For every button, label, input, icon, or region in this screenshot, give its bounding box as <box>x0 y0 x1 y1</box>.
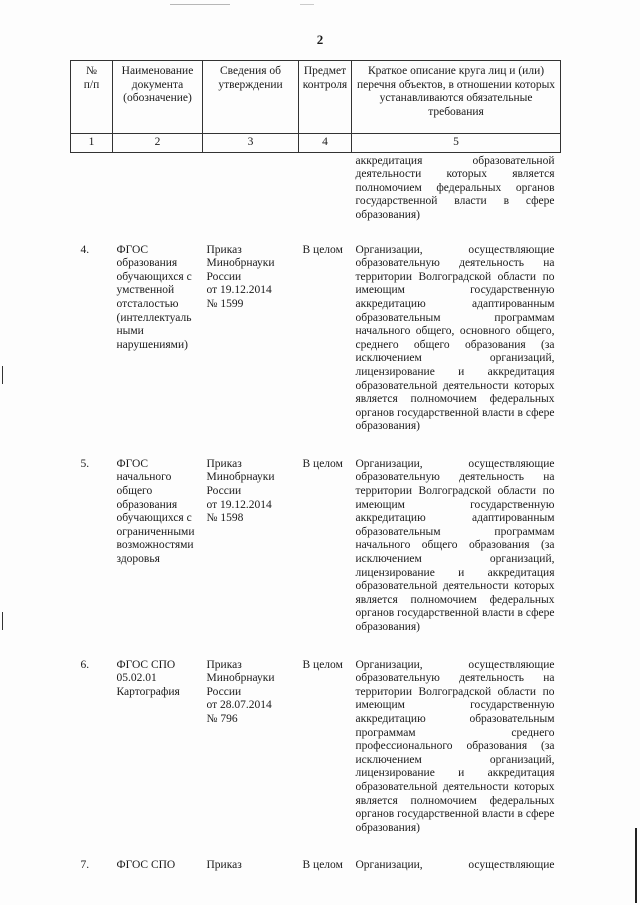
row-document-name: ФГОС СПО 05.02.01 Картография <box>116 658 180 698</box>
header-control-subject: Предмет контроля <box>299 61 352 134</box>
row-description: Организации, осуществляющие <box>355 859 555 872</box>
column-number: 4 <box>299 134 352 153</box>
row-control-subject: В целом <box>302 243 343 256</box>
row-control-subject: В целом <box>302 457 343 470</box>
scan-artifact-top-small <box>300 4 314 5</box>
row-number: 5. <box>80 457 90 470</box>
column-number: 3 <box>203 134 299 153</box>
column-number: 1 <box>71 134 113 153</box>
scan-artifact-right-edge <box>635 828 637 903</box>
scan-artifact-left-mark <box>2 612 3 630</box>
row-approval-info: Приказ Минобрнауки России от 19.12.2014 № 1598 <box>206 457 275 525</box>
column-number: 2 <box>113 134 203 153</box>
header-description: Краткое описание круга лиц и (или) перечня объектов, в отношении которых устанавливаются обязательные требования <box>352 61 561 134</box>
row-approval-info: Приказ Минобрнауки России от 19.12.2014 № 1599 <box>206 243 275 310</box>
row-number: 6. <box>80 658 90 671</box>
column-number: 5 <box>352 134 561 153</box>
header-approval-info: Сведения об утверждении <box>203 61 299 134</box>
scan-artifact-top <box>170 4 230 5</box>
table-row-continuation <box>71 152 561 243</box>
row-description: Организации, осуществляющие образовательную деятельность на территории Волгоградской области по имеющим государственную аккредитацию адаптированным образовательным программам начального общего, основного общего, среднего общего образования (за исключением организаций, лицензирование и аккредитация образовательной деятельности которых является полномочием федеральных органов государственной власти в сфере образования) <box>355 243 555 433</box>
row-document-name: ФГОС образования обучающихся с умственной отсталостью (интеллектуаль ными нарушениями) <box>116 243 192 351</box>
requirements-table <box>70 60 561 873</box>
scan-artifact-left-mark <box>2 366 3 384</box>
column-number-row <box>71 134 561 153</box>
row-number: 4. <box>80 243 90 256</box>
row-control-subject: В целом <box>302 658 343 671</box>
row-description: Организации, осуществляющие образовательную деятельность на территории Волгоградской области по имеющим государственную аккредитацию адаптированным образовательным программам начального общего образования (за исключением организаций, лицензирование и аккредитация образовательной деятельности которых является полномочием федеральных органов государственной власти в сфере образования) <box>355 457 555 633</box>
row-number: 7. <box>80 859 90 872</box>
row-approval-info: Приказ Минобрнауки России от 28.07.2014 № 796 <box>206 658 275 725</box>
table-row <box>71 659 561 860</box>
row-description: Организации, осуществляющие образовательную деятельность на территории Волгоградской области по имеющим государственную аккредитацию образовательным программам среднего профессионального образования (за исключением организаций, лицензирование и аккредитация образовательной деятельности которых является полномочием федеральных органов государственной власти в сфере образования) <box>355 658 555 834</box>
table-row <box>71 458 561 659</box>
table-header-row <box>71 61 561 134</box>
row-document-name: ФГОС начального общего образования обучающихся с ограниченными возможностями здоровья <box>116 457 195 566</box>
header-document-name: Наименование документа (обозначение) <box>113 61 203 134</box>
page-number: 2 <box>316 32 324 47</box>
table-row <box>71 244 561 458</box>
row-control-subject: В целом <box>302 859 343 872</box>
table-row <box>71 859 561 873</box>
continued-description: аккредитация образовательной деятельности которых является полномочием федеральных органов государственной власти в сфере образования) <box>355 154 555 221</box>
header-number: № п/п <box>71 61 113 134</box>
row-document-name: ФГОС СПО <box>116 859 176 872</box>
row-approval-info: Приказ <box>206 859 242 872</box>
